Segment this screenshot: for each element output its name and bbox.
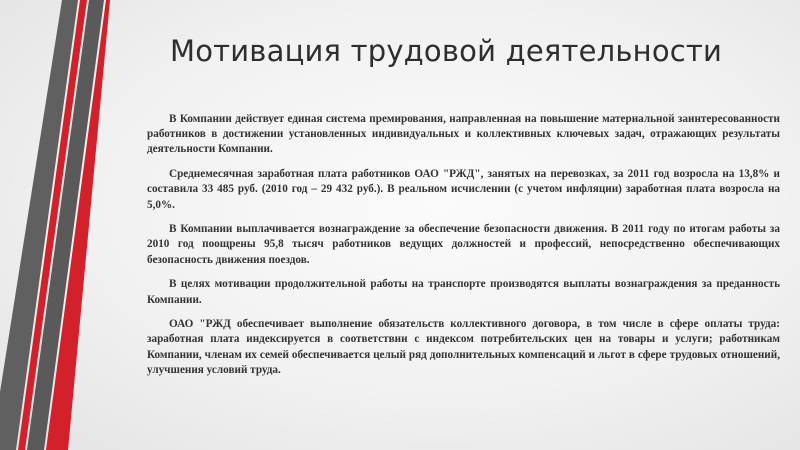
paragraph-safety-reward: В Компании выплачивается вознаграждение за обеспечение безопасности движения. В 2011 году по итогам работы за 2010 год поощрены 95,8 тысяч работников ведущих должностей и профессий, непосредственно обеспечивающих безопасность движения поездов. bbox=[147, 223, 780, 266]
slide-body bbox=[147, 112, 780, 388]
decorative-stripes bbox=[0, 0, 120, 450]
paragraph-average-salary: Среднемесячная заработная плата работников ОАО "РЖД", занятых на перевозках, за 2011 год возросла на 13,8% и составила 33 485 руб. (2010 год – 29 432 руб.). В реальном исчислении (с учетом инфляции) заработная плата возросла на 5,0%. bbox=[147, 168, 780, 211]
paragraph-bonus-system: В Компании действует единая система премирования, направленная на повышение материальной заинтересованности работников в достижении установленных индивидуальных и коллективных ключевых задач, отражающих результаты деятельности Компании. bbox=[147, 113, 780, 156]
slide-title: Мотивация трудовой деятельности bbox=[170, 34, 723, 68]
paragraph-loyalty-payments: В целях мотивации продолжительной работы на транспорте производятся выплаты вознаграждения за преданность Компании. bbox=[147, 278, 780, 306]
paragraph-collective-agreement: ОАО "РЖД обеспечивает выполнение обязательств коллективного договора, в том числе в сфере оплаты труда: заработная плата индексируется в соответствии с индексом потребительских цен на товары и услуги; работникам Компании, членам их семей обеспечивается целый ряд дополнительных компенсаций и льгот в сфере трудовых отношений, улучшения условий труда. bbox=[147, 318, 780, 376]
